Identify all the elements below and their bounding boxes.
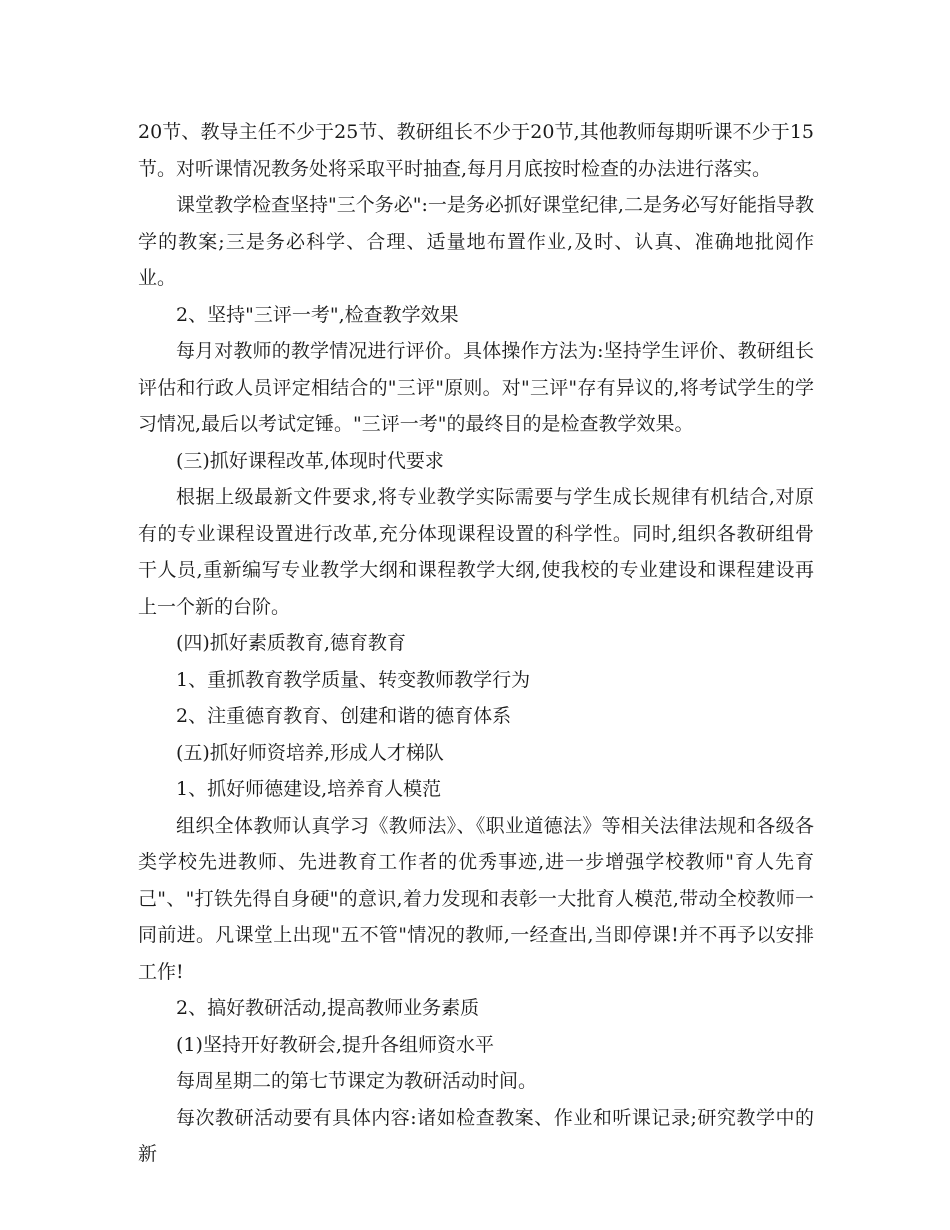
paragraph-6: 根据上级最新文件要求,将专业教学实际需要与学生成长规律有机结合,对原有的专业课程设置进行改革,充分体现课程设置的科学性。同时,组织各教研组骨干人员,重新编写专业教学大纲和课程教学大纲,使我校的专业建设和课程建设再上一个新的台阶。	[138, 486, 814, 618]
list-item-5-1: 1、抓好师德建设,培养育人模范	[176, 778, 442, 800]
section-heading-2: 2、坚持"三评一考",检查教学效果	[176, 303, 459, 326]
paragraph-15: 每周星期二的第七节课定为教研活动时间。	[176, 1070, 538, 1092]
section-heading-3: (三)抓好课程改革,体现时代要求	[176, 449, 444, 472]
list-item-4-2: 2、注重德育教育、创建和谐的德育体系	[176, 705, 512, 727]
section-heading-4: (四)抓好素质教育,德育教育	[176, 632, 406, 654]
paragraph-2: 课堂教学检查坚持"三个务必":一是务必抓好课堂纪律,二是务必写好能指导教学的教案;三是务必科学、合理、适量地布置作业,及时、认真、准确地批阅作业。	[138, 194, 814, 289]
list-item-5-2: 2、搞好教研活动,提高教师业务素质	[176, 997, 480, 1019]
paragraph-4: 每月对教师的教学情况进行评价。具体操作方法为:坚持学生评价、教研组长评估和行政人员评定相结合的"三评"原则。对"三评"存有异议的,将考试学生的学习情况,最后以考试定锤。"三评一考"的最终目的是检查教学效果。	[138, 340, 814, 435]
paragraph-16: 每次教研活动要有具体内容:诸如检查教案、作业和听课记录;研究教学中的新	[138, 1106, 814, 1165]
section-heading-5: (五)抓好师资培养,形成人才梯队	[176, 741, 444, 764]
sub-item-1: (1)坚持开好教研会,提升各组师资水平	[176, 1033, 494, 1056]
paragraph-12: 组织全体教师认真学习《教师法》、《职业道德法》等相关法律法规和各级各类学校先进教师、先进教育工作者的优秀事迹,进一步增强学校教师"育人先育己"、"打铁先得自身硬"的意识,着力发现和表彰一大批育人模范,带动全校教师一同前进。凡课堂上出现"五不管"情况的教师,一经查出,当即停课!并不再予以安排工作!	[138, 814, 814, 983]
document-body	[138, 114, 814, 1173]
paragraph-1: 20节、教导主任不少于25节、教研组长不少于20节,其他教师每期听课不少于15节。对听课情况教务处将采取平时抽查,每月月底按时检查的办法进行落实。	[138, 121, 814, 180]
list-item-4-1: 1、重抓教育教学质量、转变教师教学行为	[176, 668, 531, 691]
